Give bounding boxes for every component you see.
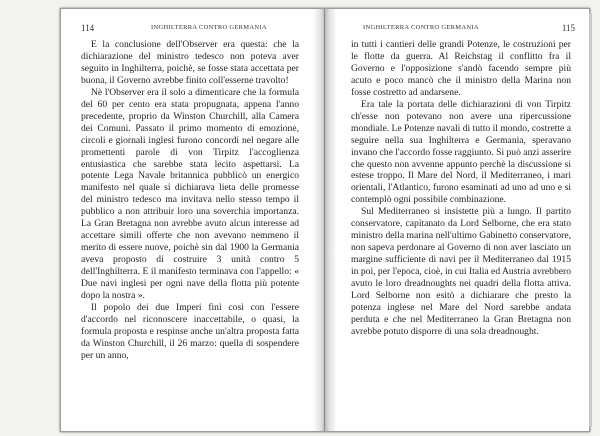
right-page-number: 115	[561, 23, 575, 33]
right-running-head	[357, 23, 575, 37]
right-paragraph-1: in tutti i cantieri delle grandi Potenze, le costruzioni per le flotte da guerra. Al Reichstag il conflitto fra il Governo e l'opposizione s'andò facendo sempre più acuto e poco mancò che il ministro della Marina non fosse costretto ad andarsene.	[351, 39, 571, 98]
left-paragraph-3: Il popolo dei due Imperi finì così con l'essere d'accordo nel riconoscere inaccettabile, o quasi, la formula proposta e respinse anche un'altra proposta fatta da Winston Churchill, il 26 marzo: quella di sospendere per un anno,	[81, 301, 299, 361]
left-paragraph-2: Nè l'Observer era il solo a dimenticare che la formula del 60 per cento era stata propugnata, appena l'anno precedente, proprio da Winston Churchill, alla Camera dei Comuni. Passato il primo momento di emozione, circoli e giornali inglesi furono concordi nel negare alle promettenti parole di von Tirpitz l'accoglienza entusiastica che sarebbe stata lecito aspettarsi. La potente Lega Navale britannica pubblicò un energico manifesto nel quale si dichiarava lieta delle promesse del ministro tedesco ma invitava nello stesso tempo il pubblico a non attribuir loro una soverchia importanza. La Gran Bretagna non avrebbe avuto alcun interesse ad accettare simili offerte che non avevano nemmeno il merito di essere nuove, poichè sin dal 1900 la Germania aveva proposto di costruire 3 unità contro 5 dell'Inghilterra. E il manifesto terminava con l'appello: « Due navi inglesi per ogni nave della flotta più potente dopo la nostra ».	[81, 86, 299, 302]
right-running-title: INGHILTERRA CONTRO GERMANIA	[363, 24, 479, 31]
left-paragraph-1: E la conclusione dell'Observer era questa: che la dichiarazione del ministro tedesco non poteva aver seguito in Inghilterra, poichè, se fosse stata accettata per buona, il Governo avrebbe finito coll'esserne travolto!	[81, 39, 299, 86]
right-paragraph-2: Era tale la portata delle dichiarazioni di von Tirpitz ch'esse non potevano non avere una ripercussione mondiale. Le Potenze navali di tutto il mondo, costrette a seguire nella sua Inghilterra e Germania, speravano invano che l'accordo fosse raggiunto. Si può anzi asserire che questo non avvenne appunto perchè la discussione si estese troppo. Il Mare del Nord, il Mediterraneo, i mari orientali, l'Atlantico, furono esaminati ad uno ad uno e si contemplò ogni possibile combinazione.	[351, 98, 571, 206]
open-book	[60, 8, 590, 432]
right-page-text	[351, 39, 571, 338]
book-gutter	[313, 9, 337, 431]
left-page-number: 114	[81, 23, 95, 33]
left-page-text	[81, 39, 299, 362]
right-page	[337, 9, 589, 431]
left-running-head	[81, 23, 299, 37]
page-stack-edge	[589, 13, 592, 427]
right-paragraph-3: Sul Mediterraneo si insistette più a lungo. Il partito conservatore, capitanato da Lord Selborne, che era stato ministro della marina nell'ultimo Gabinetto conservatore, non sapeva perdonare al Governo di non aver lasciato un margine sufficiente di navi per il Mediterraneo dal 1915 in poi, per l'epoca, cioè, in cui Italia ed Austria avrebbero avuto le loro dreadnoughts nei quadri della flotta attiva. Lord Selborne non esitò a dichiarare che presto la potenza inglese nel Mare del Nord sarebbe andata perduta e che nel Mediterraneo la Gran Bretagna non avrebbe potuto disporre di una sola dreadnought.	[351, 206, 571, 337]
left-running-title: INGHILTERRA CONTRO GERMANIA	[151, 24, 267, 31]
gutter-fold-line	[324, 9, 325, 431]
left-page	[61, 9, 313, 431]
